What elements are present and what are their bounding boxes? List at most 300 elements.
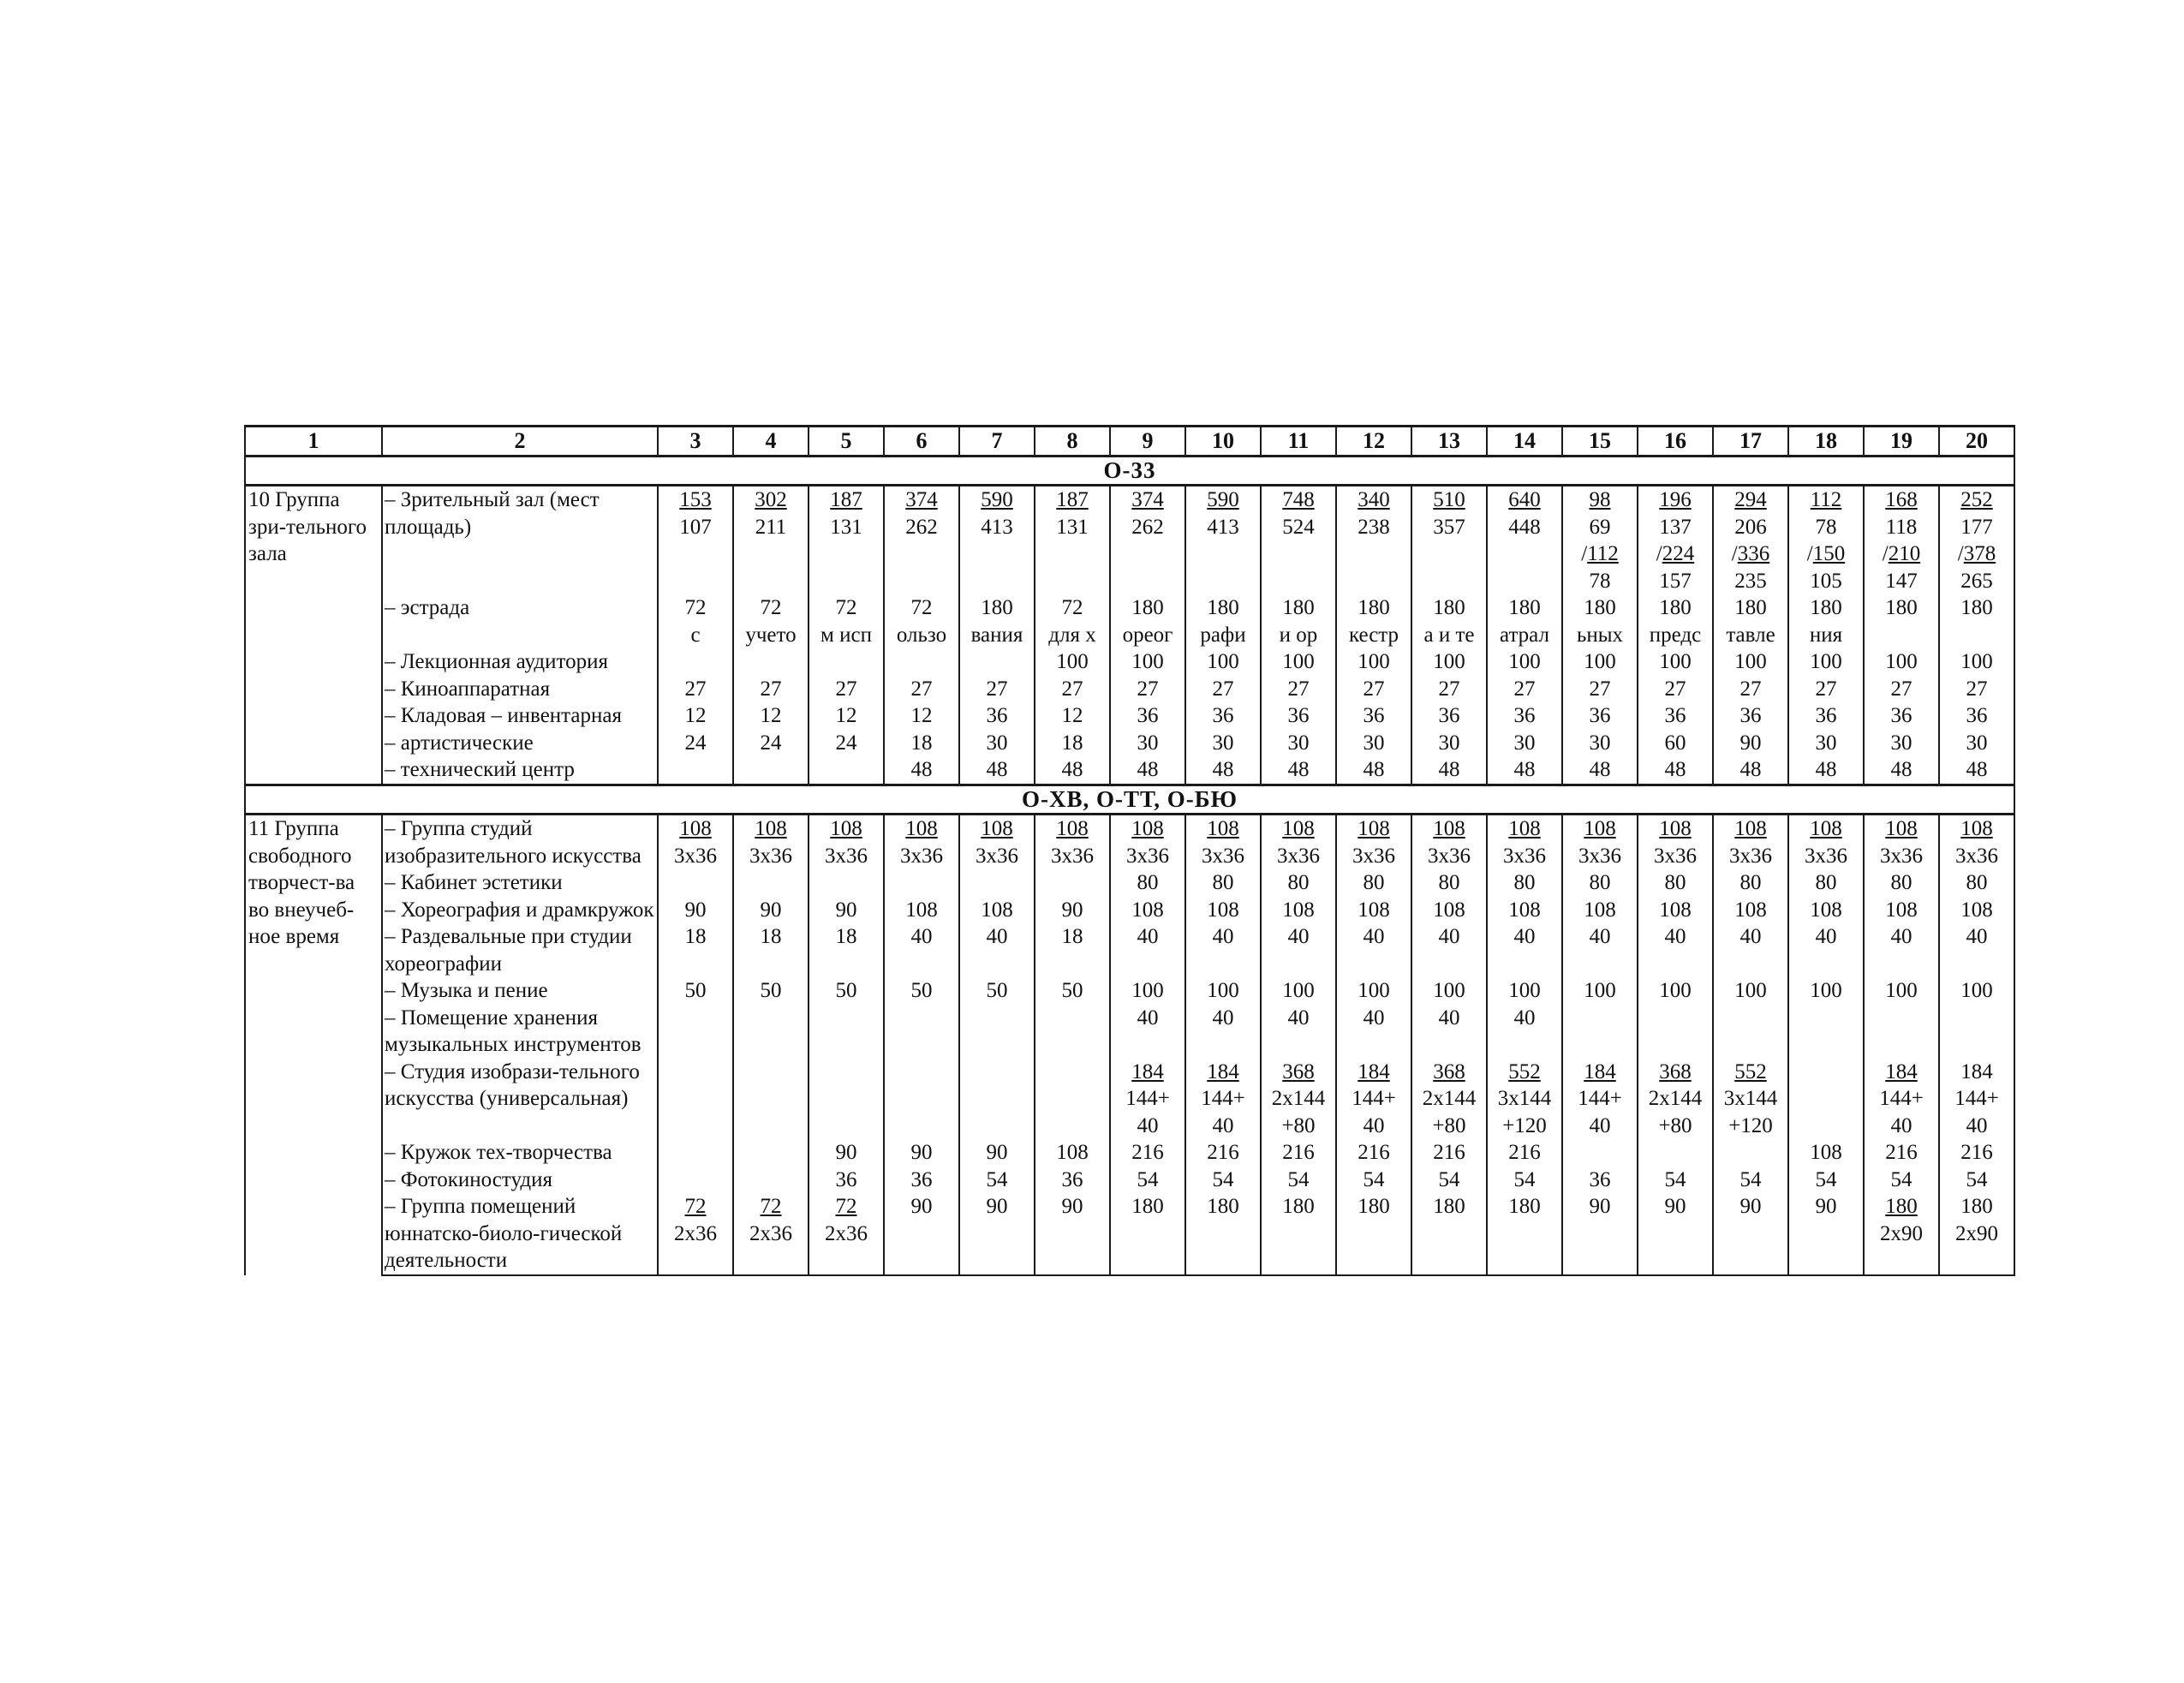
section-title: О-ХВ, О-ТТ, О-БЮ [245,785,2014,815]
value-cell: 108 [959,897,1035,924]
value-cell: 48 [1638,756,1713,785]
value-cell: 180 [1336,1193,1411,1275]
value-cell: 18 [658,923,733,977]
value-cell: 100 [1411,648,1487,676]
value-cell: 590 413 [1185,486,1261,595]
value-cell: 100 [1411,977,1487,1005]
value-cell: 100 [1638,977,1713,1005]
value-cell [658,1139,733,1167]
value-cell: 100 [1788,977,1864,1005]
value-cell: 54 [1864,1167,1939,1194]
value-cell: 12 [733,702,809,730]
value-cell: 108 3x36 [1185,815,1261,870]
value-cell: 216 [1261,1139,1336,1167]
value-cell [1713,1005,1788,1059]
value-cell: 27 [1336,676,1411,703]
value-cell: 100 [1487,648,1562,676]
value-cell: 100 [1261,977,1336,1005]
column-number: 20 [1939,427,2014,457]
room-label: – Лекционная аудитория [382,648,658,676]
value-cell: 27 [1185,676,1261,703]
value-cell: 12 [884,702,959,730]
value-cell: 180 [1261,1193,1336,1275]
value-cell: 80 [1864,869,1939,897]
value-cell: 80 [1939,869,2014,897]
value-cell: 216 [1939,1139,2014,1167]
value-cell: 40 [1185,1005,1261,1059]
table-row [245,923,2014,977]
value-cell: 552 3x144 +120 [1713,1059,1788,1140]
value-cell: 108 3x36 [733,815,809,870]
value-cell [658,648,733,676]
value-cell: 187 131 [809,486,884,595]
value-cell: 187 131 [1035,486,1110,595]
value-cell: 374 262 [884,486,959,595]
value-cell: 12 [658,702,733,730]
table-row [245,1059,2014,1140]
value-cell [809,1059,884,1140]
value-cell: 184 144+ 40 [1939,1059,2014,1140]
value-cell: 36 [1336,702,1411,730]
value-cell: 40 [1864,923,1939,977]
value-cell: 18 [733,923,809,977]
value-cell: 12 [809,702,884,730]
value-cell: 108 [884,897,959,924]
value-cell: 184 144+ 40 [1864,1059,1939,1140]
value-cell: 36 [1864,702,1939,730]
value-cell: 108 3x36 [1487,815,1562,870]
value-cell: 368 2x144 +80 [1261,1059,1336,1140]
value-cell [1562,1139,1638,1167]
value-cell: 40 [1261,1005,1336,1059]
room-label: – Кружок тех-творчества [382,1139,658,1167]
value-cell: 180 предс [1638,594,1713,648]
column-number: 11 [1261,427,1336,457]
group-label: 10 Группа зри-тельного зала [245,486,382,785]
table-row [245,648,2014,676]
value-cell: 54 [1638,1167,1713,1194]
room-label: – артистические [382,730,658,757]
value-cell: 36 [1411,702,1487,730]
column-number: 9 [1110,427,1185,457]
table-row [245,977,2014,1005]
value-cell: 40 [959,923,1035,977]
value-cell: 90 [884,1193,959,1275]
value-cell: 30 [1411,730,1487,757]
value-cell: 24 [658,730,733,757]
value-cell: 510 357 [1411,486,1487,595]
column-number: 19 [1864,427,1939,457]
value-cell: 374 262 [1110,486,1185,595]
value-cell: 108 [1185,897,1261,924]
value-cell [1939,1005,2014,1059]
table-row [245,1005,2014,1059]
value-cell: 60 [1638,730,1713,757]
value-cell: 180 [1864,594,1939,648]
value-cell: 54 [1336,1167,1411,1194]
value-cell: 216 [1864,1139,1939,1167]
value-cell: 368 2x144 +80 [1411,1059,1487,1140]
value-cell [809,648,884,676]
value-cell: 30 [1110,730,1185,757]
value-cell: 108 3x36 [1638,815,1713,870]
value-cell: 100 [1487,977,1562,1005]
value-cell: 90 [1638,1193,1713,1275]
value-cell: 180 рафи [1185,594,1261,648]
group-label: 11 Группа свободного творчест-ва во внеучеб-ное время [245,815,382,1275]
value-cell: 48 [1261,756,1336,785]
value-cell: 54 [1411,1167,1487,1194]
value-cell [1562,1005,1638,1059]
value-cell: 40 [1713,923,1788,977]
value-cell: 27 [733,676,809,703]
room-label: – Помещение хранения музыкальных инструментов [382,1005,658,1059]
value-cell: 108 3x36 [1336,815,1411,870]
value-cell: 40 [1110,923,1185,977]
value-cell: 184 144+ 40 [1562,1059,1638,1140]
value-cell: 27 [1713,676,1788,703]
value-cell: 108 3x36 [959,815,1035,870]
room-label: – Киноаппаратная [382,676,658,703]
value-cell: 36 [1788,702,1864,730]
value-cell: 48 [1185,756,1261,785]
value-cell: 18 [809,923,884,977]
value-cell: 30 [1336,730,1411,757]
value-cell: 80 [1411,869,1487,897]
value-cell: 27 [1035,676,1110,703]
value-cell: 302 211 [733,486,809,595]
value-cell: 108 [1864,897,1939,924]
value-cell: 100 [1185,648,1261,676]
value-cell: 18 [884,730,959,757]
value-cell: 50 [1035,977,1110,1005]
value-cell: 180 2x90 [1939,1193,2014,1275]
value-cell: 18 [1035,730,1110,757]
value-cell: 27 [959,676,1035,703]
value-cell [658,756,733,785]
column-number: 1 [245,427,382,457]
value-cell: 90 [1788,1193,1864,1275]
room-label: – Студия изобрази-тельного искусства (универсальная) [382,1059,658,1140]
value-cell: 40 [1336,1005,1411,1059]
value-cell: 90 [1035,897,1110,924]
value-cell: 90 [1035,1193,1110,1275]
value-cell [959,869,1035,897]
value-cell: 180 [1411,1193,1487,1275]
section-title-row [245,785,2014,815]
value-cell [733,1139,809,1167]
value-cell: 180 [1939,594,2014,648]
value-cell: 180 вания [959,594,1035,648]
value-cell: 216 [1110,1139,1185,1167]
value-cell: 48 [1035,756,1110,785]
value-cell: 72 м исп [809,594,884,648]
value-cell: 80 [1336,869,1411,897]
value-cell: 100 [1713,648,1788,676]
value-cell: 30 [1788,730,1864,757]
value-cell: 216 [1336,1139,1411,1167]
value-cell: 180 [1110,1193,1185,1275]
value-cell: 48 [1788,756,1864,785]
value-cell: 36 [1562,1167,1638,1194]
value-cell [809,1005,884,1059]
value-cell: 90 [809,1139,884,1167]
value-cell: 27 [1562,676,1638,703]
table-row [245,486,2014,595]
value-cell: 90 [809,897,884,924]
value-cell: 40 [1487,1005,1562,1059]
value-cell: 27 [884,676,959,703]
value-cell: 72 ользо [884,594,959,648]
value-cell: 216 [1185,1139,1261,1167]
value-cell: 54 [1788,1167,1864,1194]
value-cell: 108 [1788,897,1864,924]
value-cell: 184 144+ 40 [1336,1059,1411,1140]
value-cell: 40 [1788,923,1864,977]
room-label: – Фотокиностудия [382,1167,658,1194]
column-number: 16 [1638,427,1713,457]
value-cell [1035,869,1110,897]
value-cell: 180 ореог [1110,594,1185,648]
value-cell: 30 [1185,730,1261,757]
value-cell: 108 3x36 [1035,815,1110,870]
value-cell [1864,1005,1939,1059]
value-cell: 100 [1110,648,1185,676]
value-cell: 100 [1864,977,1939,1005]
value-cell: 100 [1788,648,1864,676]
value-cell: 108 [1110,897,1185,924]
value-cell: 36 [884,1167,959,1194]
value-cell: 36 [1638,702,1713,730]
value-cell: 100 [1562,977,1638,1005]
room-label: – эстрада [382,594,658,648]
value-cell: 100 [1638,648,1713,676]
value-cell: 50 [658,977,733,1005]
value-cell [733,1059,809,1140]
value-cell: 108 3x36 [1864,815,1939,870]
value-cell: 40 [884,923,959,977]
value-cell: 27 [1864,676,1939,703]
value-cell: 36 [1562,702,1638,730]
value-cell: 180 2x90 [1864,1193,1939,1275]
value-cell [1035,1059,1110,1140]
column-number: 10 [1185,427,1261,457]
value-cell: 36 [1185,702,1261,730]
value-cell: 40 [1939,923,2014,977]
section-title: О-33 [245,456,2014,486]
value-cell [959,1005,1035,1059]
column-number: 5 [809,427,884,457]
value-cell: 90 [959,1139,1035,1167]
value-cell [884,648,959,676]
column-number: 7 [959,427,1035,457]
value-cell: 640 448 [1487,486,1562,595]
column-number: 15 [1562,427,1638,457]
value-cell [733,1005,809,1059]
value-cell: 100 [1336,648,1411,676]
value-cell: 108 [1336,897,1411,924]
table-row [245,730,2014,757]
column-number: 18 [1788,427,1864,457]
value-cell [733,869,809,897]
value-cell: 590 413 [959,486,1035,595]
room-label: – Кладовая – инвентарная [382,702,658,730]
column-number: 6 [884,427,959,457]
table-row [245,897,2014,924]
room-label: – Раздевальные при студии хореографии [382,923,658,977]
value-cell: 90 [1562,1193,1638,1275]
value-cell: 100 [1713,977,1788,1005]
value-cell: 108 3x36 [884,815,959,870]
value-cell: 108 3x36 [1261,815,1336,870]
value-cell: 50 [884,977,959,1005]
document-page [244,425,2015,1276]
value-cell [658,869,733,897]
value-cell: 100 [1939,977,2014,1005]
value-cell: 40 [1562,923,1638,977]
table-row [245,756,2014,785]
value-cell: 40 [1487,923,1562,977]
value-cell: 90 [733,897,809,924]
value-cell: 27 [1487,676,1562,703]
value-cell: 27 [1638,676,1713,703]
table-row [245,594,2014,648]
value-cell: 112 78 /150 105 [1788,486,1864,595]
value-cell: 100 [1035,648,1110,676]
value-cell: 552 3x144 +120 [1487,1059,1562,1140]
value-cell: 216 [1487,1139,1562,1167]
value-cell: 748 524 [1261,486,1336,595]
value-cell [658,1059,733,1140]
value-cell [733,648,809,676]
table-row [245,869,2014,897]
value-cell: 48 [959,756,1035,785]
value-cell: 30 [1261,730,1336,757]
value-cell: 40 [1261,923,1336,977]
value-cell: 80 [1261,869,1336,897]
value-cell: 90 [884,1139,959,1167]
value-cell: 100 [1939,648,2014,676]
value-cell: 80 [1713,869,1788,897]
value-cell [809,869,884,897]
value-cell: 40 [1638,923,1713,977]
value-cell: 168 118 /210 147 [1864,486,1939,595]
value-cell: 27 [658,676,733,703]
column-number-row [245,427,2014,457]
value-cell: 36 [1487,702,1562,730]
value-cell: 100 [1562,648,1638,676]
value-cell: 24 [733,730,809,757]
value-cell: 36 [1939,702,2014,730]
value-cell: 108 [1638,897,1713,924]
column-number: 8 [1035,427,1110,457]
value-cell: 54 [1487,1167,1562,1194]
value-cell: 80 [1185,869,1261,897]
value-cell: 216 [1411,1139,1487,1167]
value-cell: 80 [1110,869,1185,897]
room-label: – технический центр [382,756,658,785]
column-number: 17 [1713,427,1788,457]
value-cell [733,756,809,785]
value-cell: 48 [884,756,959,785]
value-cell [658,1167,733,1194]
value-cell: 180 ния [1788,594,1864,648]
value-cell: 54 [1110,1167,1185,1194]
value-cell: 50 [959,977,1035,1005]
value-cell [1638,1139,1713,1167]
value-cell: 80 [1562,869,1638,897]
table-row [245,1193,2014,1275]
value-cell [884,1005,959,1059]
column-number: 2 [382,427,658,457]
value-cell: 27 [1939,676,2014,703]
value-cell: 180 кестр [1336,594,1411,648]
value-cell: 30 [1487,730,1562,757]
value-cell: 108 [1788,1139,1864,1167]
value-cell: 340 238 [1336,486,1411,595]
room-label: – Зрительный зал (мест площадь) [382,486,658,595]
value-cell [1788,1005,1864,1059]
value-cell: 180 тавле [1713,594,1788,648]
value-cell: 48 [1713,756,1788,785]
value-cell: 30 [1864,730,1939,757]
value-cell: 72 2x36 [733,1193,809,1275]
value-cell: 180 а и те [1411,594,1487,648]
column-number: 13 [1411,427,1487,457]
value-cell: 80 [1788,869,1864,897]
value-cell: 54 [959,1167,1035,1194]
value-cell: 27 [1411,676,1487,703]
value-cell: 252 177 /378 265 [1939,486,2014,595]
value-cell: 108 3x36 [809,815,884,870]
value-cell: 72 учето [733,594,809,648]
value-cell: 36 [1261,702,1336,730]
value-cell: 108 [1487,897,1562,924]
value-cell: 100 [1185,977,1261,1005]
value-cell: 72 2x36 [658,1193,733,1275]
value-cell: 108 [1411,897,1487,924]
room-label: – Хореография и драмкружок [382,897,658,924]
value-cell: 30 [1562,730,1638,757]
value-cell: 98 69 /112 78 [1562,486,1638,595]
value-cell: 50 [809,977,884,1005]
value-cell: 48 [1864,756,1939,785]
column-number: 14 [1487,427,1562,457]
value-cell: 40 [1110,1005,1185,1059]
value-cell: 180 ьных [1562,594,1638,648]
value-cell: 72 с [658,594,733,648]
value-cell: 30 [959,730,1035,757]
value-cell: 108 [1713,897,1788,924]
value-cell: 108 3x36 [1788,815,1864,870]
value-cell: 180 атрал [1487,594,1562,648]
value-cell: 48 [1336,756,1411,785]
value-cell: 36 [1110,702,1185,730]
room-label: – Музыка и пение [382,977,658,1005]
value-cell: 48 [1939,756,2014,785]
value-cell: 90 [959,1193,1035,1275]
value-cell: 72 2x36 [809,1193,884,1275]
value-cell: 180 [1487,1193,1562,1275]
value-cell: 90 [658,897,733,924]
value-cell: 48 [1562,756,1638,785]
column-number: 12 [1336,427,1411,457]
value-cell: 108 3x36 [1411,815,1487,870]
value-cell [1638,1005,1713,1059]
value-cell: 27 [1110,676,1185,703]
value-cell: 108 [1939,897,2014,924]
value-cell [658,1005,733,1059]
